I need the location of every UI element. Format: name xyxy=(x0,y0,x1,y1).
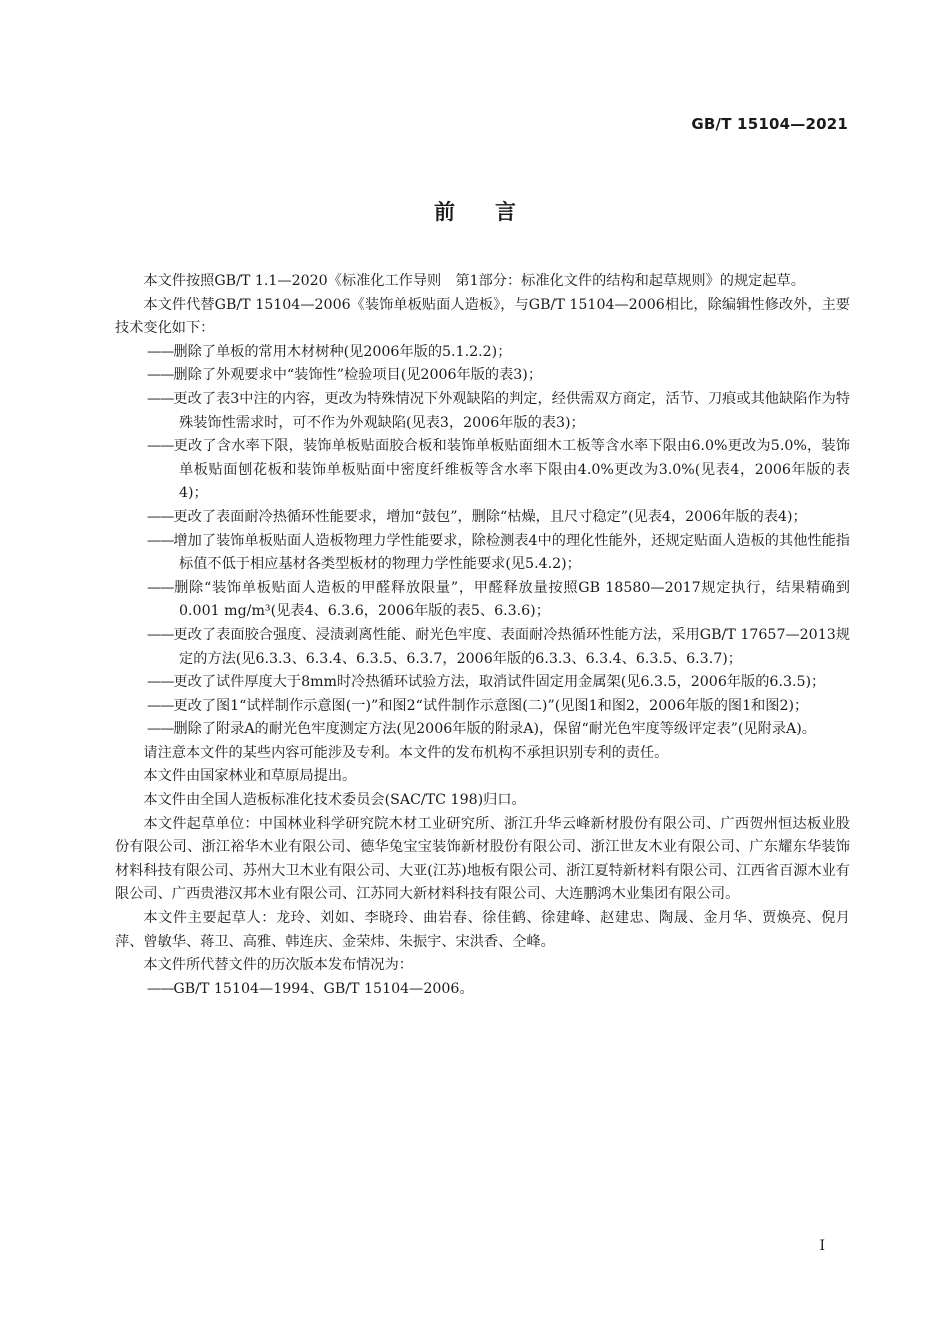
paragraph-drafters: 本文件主要起草人：龙玲、刘如、李晓玲、曲岩春、徐佳鹤、徐建峰、赵建忠、陶晟、金月华、贾焕亮、倪月萍、曾敏华、蒋卫、高雅、韩连庆、金荣炜、朱振宇、宋洪香、仝峰。 xyxy=(115,910,850,950)
change-item xyxy=(115,671,850,695)
paragraph-replacement: 本文件代替GB/T 15104—2006《装饰单板贴面人造板》，与GB/T 15104—2006相比，除编辑性修改外，主要技术变化如下： xyxy=(115,296,850,337)
page-title: 前言 xyxy=(434,200,556,224)
page-number: I xyxy=(819,1238,825,1254)
dash-mark: —— xyxy=(147,367,174,384)
change-text: 删除“装饰单板贴面人造板的甲醛释放限量”，甲醛释放量按照GB 18580—2017规定执行，结果精确到0.001 mg/m³(见表4、6.3.6，2006年版的表5、6.3.6)； xyxy=(173,579,850,620)
dash-mark: —— xyxy=(147,626,174,643)
change-item xyxy=(115,695,850,719)
change-text: 更改了表面耐冷热循环性能要求，增加“鼓包”，删除“枯燥，且尺寸稳定”(见表4，2006年版的表4)； xyxy=(173,508,807,525)
change-item xyxy=(115,364,850,388)
paragraph-drafting-organizations: 本文件起草单位：中国林业科学研究院木材工业研究所、浙江升华云峰新材股份有限公司、广西贺州恒达板业股份有限公司、浙江裕华木业有限公司、德华兔宝宝装饰新材股份有限公司、浙江世友木业有限公司、广东耀东华装饰材料科技有限公司、苏州大卫木业有限公司、大亚(江苏)地板有限公司、浙江夏特新材料有限公司、江西省百源木业有限公司、广西贵港汉邦木业有限公司、江苏同大新材料科技有限公司、大连鹏鸿木业集团有限公司。 xyxy=(115,815,850,903)
dash-mark: —— xyxy=(147,343,174,360)
change-text: 更改了试件厚度大于8mm时冷热循环试验方法，取消试件固定用金属架(见6.3.5，2006年版的6.3.5)； xyxy=(173,674,826,691)
change-text: 删除了外观要求中“装饰性”检验项目(见2006年版的表3)； xyxy=(173,367,543,384)
dash-mark: —— xyxy=(147,579,174,596)
change-text: 更改了表面胶合强度、浸渍剥离性能、耐光色牢度、表面耐冷热循环性能方法，采用GB/T 17657—2013规定的方法(见6.3.3、6.3.4、6.3.5、6.3.7，2006年版的6.3.3、6.3.4、6.3.5、6.3.7)； xyxy=(173,626,850,667)
paragraph-administered-by: 本文件由全国人造板标准化技术委员会(SAC/TC 198)归口。 xyxy=(143,792,526,809)
foreword-body xyxy=(115,270,850,1001)
dash-mark: —— xyxy=(147,721,174,738)
history-text: GB/T 15104—1994、GB/T 15104—2006。 xyxy=(173,980,474,997)
history-item xyxy=(115,978,850,1002)
change-item xyxy=(115,718,850,742)
change-item xyxy=(115,341,850,365)
paragraph-patent-notice: 请注意本文件的某些内容可能涉及专利。本文件的发布机构不承担识别专利的责任。 xyxy=(143,744,669,761)
change-item xyxy=(115,435,850,506)
dash-mark: —— xyxy=(147,697,174,714)
change-text: 删除了单板的常用木材树种(见2006年版的5.1.2.2)； xyxy=(173,343,512,360)
paragraph-drafting-rules: 本文件按照GB/T 1.1—2020《标准化工作导则 第1部分：标准化文件的结构和起草规则》的规定起草。 xyxy=(143,273,805,289)
change-item xyxy=(115,624,850,671)
dash-mark: —— xyxy=(147,390,174,407)
change-text: 增加了装饰单板贴面人造板物理力学性能要求，除检测表4中的理化性能外，还规定贴面人造板的其他性能指标值不低于相应基材各类型板材的物理力学性能要求(见5.4.2)； xyxy=(173,532,850,573)
change-item xyxy=(115,530,850,577)
paragraph-version-history: 本文件所代替文件的历次版本发布情况为： xyxy=(143,957,413,974)
paragraph-proposed-by: 本文件由国家林业和草原局提出。 xyxy=(143,768,357,785)
change-item xyxy=(115,577,850,624)
change-text: 更改了表3中注的内容，更改为特殊情况下外观缺陷的判定，经供需双方商定，活节、刀痕或其他缺陷作为特殊装饰性需求时，可不作为外观缺陷(见表3，2006年版的表3)； xyxy=(173,390,850,431)
change-text: 更改了图1“试样制作示意图(一)”和图2“试件制作示意图(二)”(见图1和图2，2006年版的图1和图2)； xyxy=(173,697,809,714)
dash-mark: —— xyxy=(147,674,174,691)
dash-mark: —— xyxy=(147,532,174,549)
dash-mark: —— xyxy=(147,980,174,997)
change-text: 更改了含水率下限，装饰单板贴面胶合板和装饰单板贴面细木工板等含水率下限由6.0%更改为5.0%，装饰单板贴面刨花板和装饰单板贴面中密度纤维板等含水率下限由4.0%更改为3.0%(见表4，2006年版的表4)； xyxy=(173,438,850,502)
change-item xyxy=(115,388,850,435)
dash-mark: —— xyxy=(147,508,174,525)
dash-mark: —— xyxy=(147,438,174,455)
change-text: 删除了附录A的耐光色牢度测定方法(见2006年版的附录A)，保留“耐光色牢度等级评定表”(见附录A)。 xyxy=(173,721,816,738)
standard-number: GB/T 15104—2021 xyxy=(691,115,848,133)
change-item xyxy=(115,506,850,530)
